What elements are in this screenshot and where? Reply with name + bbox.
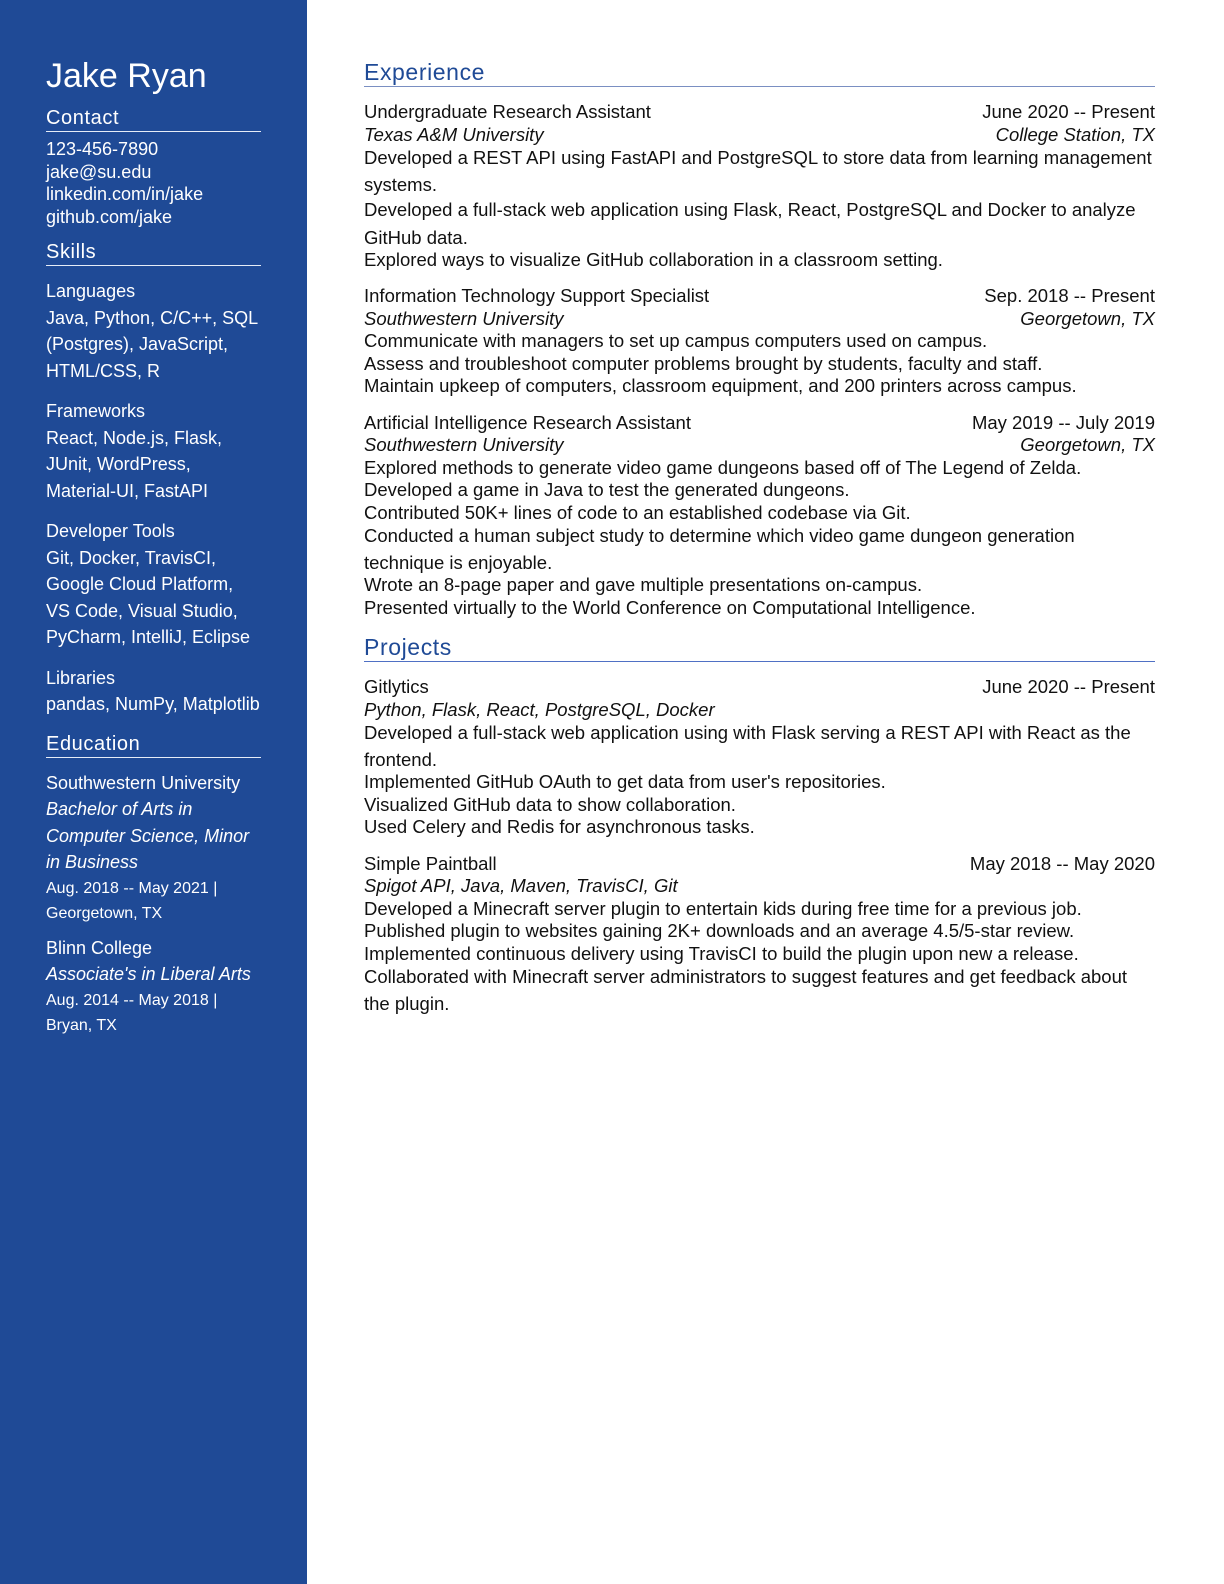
job-dates: May 2019 -- July 2019	[971, 411, 1155, 433]
contact-section	[46, 138, 261, 228]
entry-bullet: Used Celery and Redis for asynchronous tasks.	[364, 816, 755, 837]
experience-heading: Experience	[364, 58, 1155, 87]
projects-heading: Projects	[364, 633, 1155, 662]
project-entry	[364, 676, 1155, 839]
education-section	[46, 764, 261, 1039]
job-dates: June 2020 -- Present	[982, 101, 1155, 122]
education-degree: Associate's in Liberal Arts	[46, 964, 251, 984]
project-tech-stack: Python, Flask, React, PostgreSQL, Docker	[364, 698, 715, 720]
contact-linkedin[interactable]: linkedin.com/in/jake	[46, 184, 204, 204]
job-title: Information Technology Support Specialist	[364, 285, 710, 306]
skill-group-libraries	[46, 665, 261, 718]
education-heading: Education	[46, 732, 261, 758]
entry-bullet: Developed a full-stack web application using Flask, React, PostgreSQL and Docker to analyze GitHub data.	[364, 199, 1136, 248]
entry-bullet: Developed a game in Java to test the generated dungeons.	[364, 479, 850, 500]
entry-bullet: Explored ways to visualize GitHub collaboration in a classroom setting.	[364, 248, 943, 270]
skill-group-title: Libraries	[46, 667, 116, 688]
skill-group-items: Git, Docker, TravisCI, Google Cloud Platform, VS Code, Visual Studio, PyCharm, IntelliJ, Eclipse	[46, 547, 251, 647]
education-entry	[46, 770, 261, 927]
education-school: Southwestern University	[46, 772, 241, 793]
project-name: Simple Paintball	[364, 852, 497, 874]
entry-subheader	[364, 875, 1155, 898]
entry-bullet: Collaborated with Minecraft server administrators to suggest features and get feedback about the plugin.	[364, 965, 1128, 1014]
entry-bullet: Conducted a human subject study to determine which video game dungeon generation technique is enjoyable.	[364, 524, 1075, 573]
entry-bullet: Assess and troubleshoot computer problems brought by students, faculty and staff.	[364, 352, 1043, 374]
entry-bullet: Wrote an 8-page paper and gave multiple presentations on-campus.	[364, 574, 923, 595]
entry-bullet: Developed a REST API using FastAPI and PostgreSQL to store data from learning management systems.	[364, 146, 1152, 195]
project-dates: June 2020 -- Present	[982, 676, 1155, 697]
job-organization: Southwestern University	[364, 307, 564, 329]
contact-github[interactable]: github.com/jake	[46, 206, 173, 227]
entry-bullet: Explored methods to generate video game dungeons based off of The Legend of Zelda.	[364, 456, 1082, 478]
candidate-name: Jake Ryan	[46, 57, 207, 95]
job-organization: Southwestern University	[364, 434, 564, 455]
entry-bullet: Visualized GitHub data to show collaboration.	[364, 793, 736, 815]
skill-group-items: Java, Python, C/C++, SQL (Postgres), JavaScript, HTML/CSS, R	[46, 307, 258, 381]
skill-group-languages	[46, 278, 261, 384]
experience-entry	[364, 101, 1155, 271]
entry-header	[364, 853, 1155, 876]
job-location: College Station, TX	[995, 123, 1155, 145]
entry-bullet: Implemented continuous delivery using TravisCI to build the plugin upon new a release.	[364, 942, 1079, 964]
education-dates-location: Aug. 2014 -- May 2018 | Bryan, TX	[46, 991, 218, 1034]
entry-bullet: Communicate with managers to set up campus computers used on campus.	[364, 330, 988, 351]
entry-header	[364, 412, 1155, 435]
skills-section	[46, 272, 261, 718]
project-tech-stack: Spigot API, Java, Maven, TravisCI, Git	[364, 875, 678, 896]
experience-entry	[364, 412, 1155, 620]
contact-phone: 123-456-7890	[46, 139, 159, 159]
skill-group-title: Frameworks	[46, 401, 146, 421]
education-dates-location: Aug. 2018 -- May 2021 | Georgetown, TX	[46, 879, 218, 922]
project-entry	[364, 853, 1155, 1018]
education-school: Blinn College	[46, 937, 153, 958]
contact-heading: Contact	[46, 106, 261, 132]
experience-entry	[364, 285, 1155, 398]
education-entry	[46, 935, 261, 1039]
entry-bullet: Developed a full-stack web application using with Flask serving a REST API with React as the frontend.	[364, 721, 1131, 770]
skills-heading: Skills	[46, 240, 261, 266]
main-content	[364, 58, 1155, 1029]
entry-bullet: Developed a Minecraft server plugin to entertain kids during free time for a previous job.	[364, 897, 1082, 919]
skill-group-title: Languages	[46, 281, 136, 301]
job-dates: Sep. 2018 -- Present	[984, 285, 1155, 306]
entry-bullet: Contributed 50K+ lines of code to an established codebase via Git.	[364, 501, 911, 523]
education-degree: Bachelor of Arts in Computer Science, Minor in Business	[46, 799, 250, 872]
job-title: Undergraduate Research Assistant	[364, 101, 651, 122]
job-location: Georgetown, TX	[1020, 434, 1155, 455]
entry-bullet: Implemented GitHub OAuth to get data from user's repositories.	[364, 771, 886, 792]
entry-header	[364, 285, 1155, 308]
skill-group-frameworks	[46, 398, 261, 504]
skill-group-items: React, Node.js, Flask, JUnit, WordPress, Material-UI, FastAPI	[46, 427, 223, 501]
contact-email[interactable]: jake@su.edu	[46, 161, 152, 182]
entry-bullet: Published plugin to websites gaining 2K+ downloads and an average 4.5/5-star review.	[364, 920, 1075, 941]
entry-subheader	[364, 308, 1155, 331]
sidebar	[0, 0, 307, 1584]
entry-subheader	[364, 434, 1155, 457]
entry-bullet: Maintain upkeep of computers, classroom equipment, and 200 printers across campus.	[364, 375, 1077, 396]
entry-bullet: Presented virtually to the World Conference on Computational Intelligence.	[364, 596, 976, 618]
skill-group-items: pandas, NumPy, Matplotlib	[46, 694, 260, 714]
job-location: Georgetown, TX	[1020, 307, 1155, 329]
entry-header	[364, 676, 1155, 699]
job-organization: Texas A&M University	[364, 123, 544, 145]
skill-group-title: Developer Tools	[46, 521, 175, 541]
entry-header	[364, 101, 1155, 124]
skill-group-developer-tools	[46, 518, 261, 651]
job-title: Artificial Intelligence Research Assistant	[364, 411, 691, 433]
project-name: Gitlytics	[364, 676, 429, 697]
project-dates: May 2018 -- May 2020	[969, 852, 1155, 874]
